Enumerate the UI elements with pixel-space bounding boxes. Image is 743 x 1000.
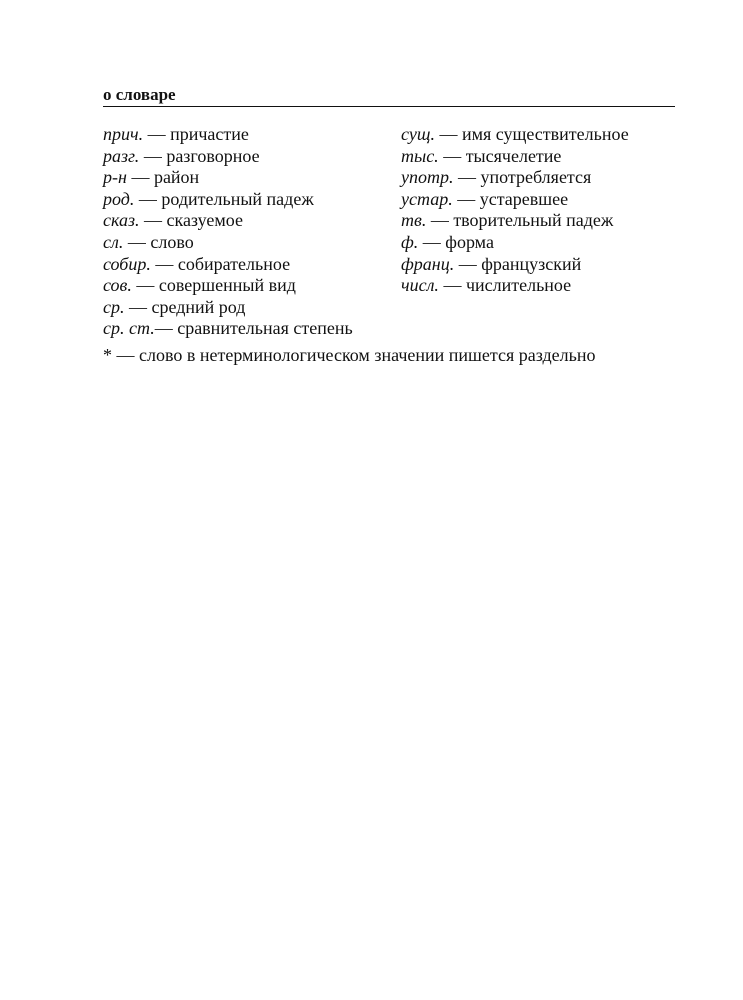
meaning: слово: [150, 231, 194, 252]
separator: —: [438, 145, 466, 166]
separator: —: [139, 145, 167, 166]
abbreviation-entry: [103, 275, 393, 297]
abbreviation: р-н: [103, 167, 127, 188]
separator: —: [426, 210, 454, 231]
abbreviation: франц.: [401, 253, 455, 274]
abbreviation-entry: [401, 124, 675, 146]
separator: —: [150, 253, 178, 274]
abbreviation: числ.: [401, 275, 439, 296]
abbreviation-entry: [103, 124, 393, 146]
abbreviation: сов.: [103, 275, 132, 296]
meaning: устаревшее: [479, 188, 569, 209]
separator: —: [131, 275, 159, 296]
separator: —: [418, 231, 446, 252]
separator: —: [438, 275, 466, 296]
abbreviation-entry: [401, 232, 675, 254]
footnote: * — слово в нетерминологическом значении пишется раздельно: [103, 345, 596, 365]
meaning: употребляется: [480, 167, 592, 188]
meaning: разговорное: [166, 145, 260, 166]
page-title: о словаре: [103, 85, 176, 104]
abbreviation-entry: [401, 167, 675, 189]
meaning: форма: [445, 231, 494, 252]
meaning: совершенный вид: [158, 275, 296, 296]
meaning: сказуемое: [166, 210, 244, 231]
abbreviation-entry: [401, 189, 675, 211]
abbreviation: род.: [103, 188, 135, 209]
abbreviation: ср. ст.: [103, 318, 155, 339]
abbreviation: прич.: [103, 124, 144, 144]
separator: —: [454, 253, 482, 274]
abbreviation-entry: [103, 189, 393, 211]
meaning: причастие: [170, 124, 249, 144]
abbreviation-entry: [401, 210, 675, 232]
separator: —: [123, 231, 151, 252]
separator: —: [126, 167, 154, 188]
abbreviation-entry: [103, 232, 393, 254]
meaning: собирательное: [177, 253, 291, 274]
abbreviation: собир.: [103, 253, 151, 274]
abbreviation: сущ.: [401, 124, 435, 144]
separator: —: [139, 210, 167, 231]
abbreviation-entry: [401, 275, 675, 297]
meaning: французский: [481, 253, 582, 274]
separator: —: [124, 296, 152, 317]
abbreviation-entry: [401, 146, 675, 168]
abbreviation-entry: [103, 167, 393, 189]
abbreviation: сказ.: [103, 210, 140, 231]
separator: —: [134, 188, 162, 209]
abbreviation: сл.: [103, 231, 124, 252]
abbreviation-list-right: [401, 124, 675, 297]
abbreviation: употр.: [401, 167, 454, 188]
separator: —: [434, 124, 462, 144]
separator: —: [453, 167, 481, 188]
meaning: район: [153, 167, 200, 188]
separator: —: [154, 318, 178, 339]
page-header: [103, 84, 675, 107]
meaning: тысячелетие: [465, 145, 562, 166]
abbreviation-entry: [103, 146, 393, 168]
abbreviation-list-left: [103, 124, 393, 340]
separator: —: [143, 124, 171, 144]
abbreviation: тв.: [401, 210, 427, 231]
abbreviation-entry: [401, 254, 675, 276]
meaning: имя существительное: [461, 124, 629, 144]
abbreviation: ф.: [401, 231, 419, 252]
meaning: средний род: [151, 296, 246, 317]
meaning: родительный падеж: [161, 188, 314, 209]
abbreviation-entry: [103, 254, 393, 276]
abbreviation: тыс.: [401, 145, 439, 166]
abbreviation: устар.: [401, 188, 453, 209]
abbreviation: разг.: [103, 145, 140, 166]
abbreviation-entry: [103, 210, 393, 232]
abbreviation-entry: [103, 297, 393, 319]
meaning: числительное: [465, 275, 572, 296]
separator: —: [452, 188, 480, 209]
abbreviation: ср.: [103, 296, 125, 317]
meaning: сравнительная степень: [177, 318, 353, 339]
meaning: творительный падеж: [453, 210, 614, 231]
abbreviation-entry: [103, 318, 393, 340]
